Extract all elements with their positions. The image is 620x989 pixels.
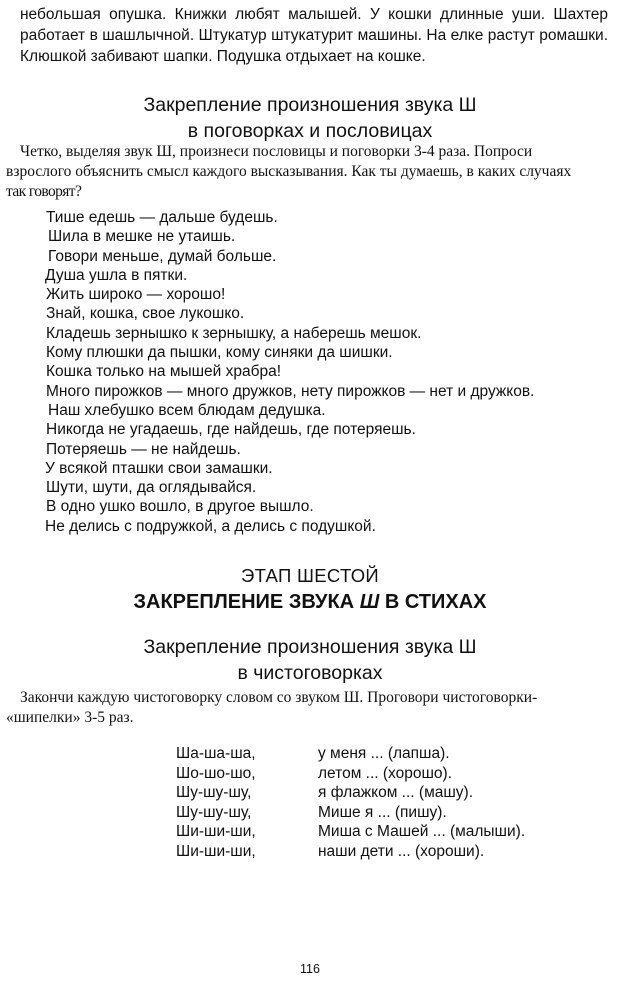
tongue-twister-start: Шу-шу-шу, [176,803,252,821]
tongue-twisters-heading [0,634,620,686]
proverb-item: Кому плюшки да пышки, кому синяки да шишки. [46,344,393,362]
tongue-twister-row [0,822,620,842]
tongue-twister-end: летом ... (хорошо). [318,764,453,782]
proverbs-instruction-line-3: так говорят? [6,183,82,200]
intro-paragraph: небольшая опушка. Книжки любят малышей. У кошки длинные уши. Шахтер работает в шашлычной. Штукатур штукатурит машины. На елке растут ромашки. Клюшкой забивают шапки. Подушка отдыхает на кошке. [20,6,608,65]
proverb-item: Тише едешь — дальше будешь. [46,209,278,226]
proverb-item: Много пирожков — много дружков, нету пирожков — нет и дружков. [46,382,535,400]
tongue-twister-start: Ши-ши-ши, [176,823,256,840]
tongue-twister-row [0,803,620,823]
proverbs-heading [0,92,620,144]
stage-title-letter: Ш [359,591,380,613]
tongue-twister-row [0,744,620,764]
tongue-twister-end: Миша с Машей ... (малыши). [318,823,526,840]
proverbs-list [46,208,606,536]
proverb-item: Душа ушла в пятки. [45,266,188,284]
tongue-twister-start: Шу-шу-шу, [176,784,252,801]
proverb-item: Кладешь зернышко к зернышку, а наберешь мешок. [46,324,422,342]
proverb-item: Шути, шути, да оглядывайся. [46,479,257,497]
tongue-twisters-instruction-line-2: «шипелки» 3-5 раз. [6,709,134,726]
tongue-twister-row [0,842,620,862]
tongue-twister-end: у меня ... (лапша). [318,745,450,762]
tongue-twister-end: я флажком ... (машу). [318,784,473,801]
proverb-item: Наш хлебушко всем блюдам дедушка. [48,401,326,419]
proverb-item: Кошка только на мышей храбра! [46,363,282,381]
stage-header [0,564,620,616]
proverb-item: Жить широко — хорошо! [46,286,226,304]
proverb-item: В одно ушко вошло, в другое вышло. [46,498,314,516]
tongue-twister-start: Ша-ша-ша, [176,745,256,762]
proverb-item: У всякой пташки свои замашки. [45,459,273,477]
tongue-twisters-instruction [6,688,586,728]
proverb-item: Говори меньше, думай больше. [48,247,277,265]
proverbs-instruction-line-1: Четко, выделяя звук Ш, произнеси пословицы и поговорки 3-4 раза. Попроси [20,143,533,160]
proverbs-instruction [6,142,618,202]
tongue-twisters-heading-line-1: Закрепление произношения звука Ш [143,636,477,658]
tongue-twisters-list [0,744,620,861]
proverb-item: Никогда не угадаешь, где найдешь, где потеряешь. [46,421,416,439]
stage-title-part-2: В СТИХАХ [379,591,487,613]
tongue-twister-start: Шо-шо-шо, [176,764,256,782]
stage-title-part-1: ЗАКРЕПЛЕНИЕ ЗВУКА [133,591,360,613]
tongue-twister-start: Ши-ши-ши, [176,842,256,860]
proverb-item: Знай, кошка, свое лукошко. [46,305,245,323]
tongue-twister-end: наши дети ... (хороши). [318,842,485,860]
tongue-twisters-heading-line-2: в чистоговорках [237,662,383,684]
tongue-twister-end: Мише я ... (пишу). [318,803,447,821]
tongue-twisters-instruction-line-1: Закончи каждую чистоговорку словом со звуком Ш. Проговори чистоговорки- [20,689,538,706]
proverb-item: Потеряешь — не найдешь. [46,440,241,458]
proverbs-instruction-line-2: взрослого объяснить смысл каждого высказывания. Как ты думаешь, в каких случаях [6,163,572,180]
tongue-twister-row [0,764,620,784]
proverbs-heading-line-2: в поговорках и пословицах [187,120,433,142]
proverb-item: Не делись с подружкой, а делись с подушкой. [45,517,376,535]
stage-title [0,588,620,616]
proverbs-heading-line-1: Закрепление произношения звука Ш [143,94,477,116]
page-number: 116 [300,962,320,976]
stage-label: ЭТАП ШЕСТОЙ [240,565,380,586]
tongue-twister-row [0,783,620,803]
proverb-item: Шила в мешке не утаишь. [48,228,236,246]
